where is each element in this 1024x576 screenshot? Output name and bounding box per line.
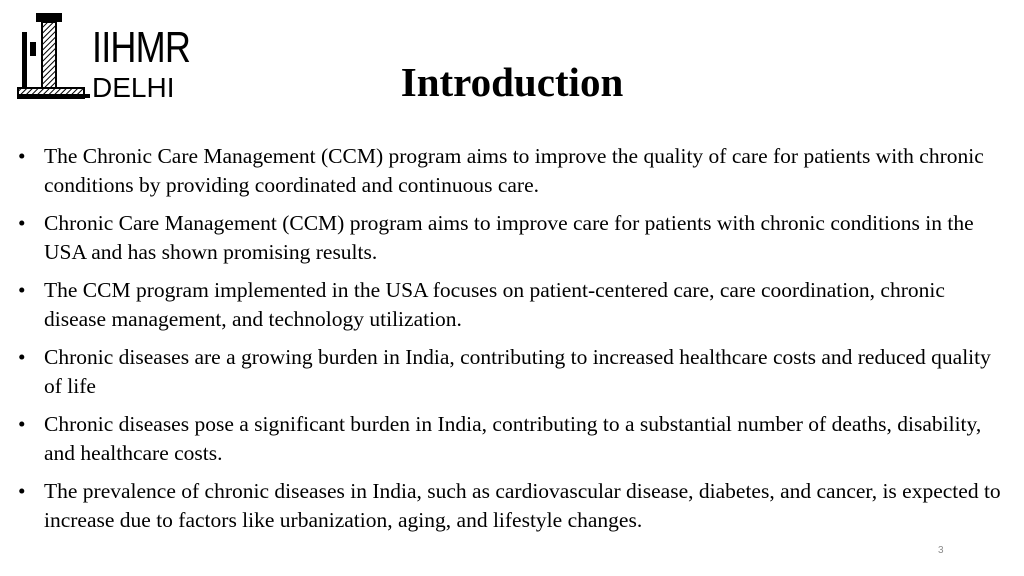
logo-text-iihmr: IIHMR bbox=[92, 23, 191, 72]
bullet-item bbox=[18, 142, 1008, 200]
bullet-text: Chronic Care Management (CCM) program aims to improve care for patients with chronic conditions in the USA and has shown promising results. bbox=[44, 211, 974, 264]
bullet-dot-icon: • bbox=[18, 211, 26, 235]
bullet-item bbox=[18, 209, 1008, 267]
bullet-item bbox=[18, 410, 1008, 468]
bullet-dot-icon: • bbox=[18, 345, 26, 369]
slide-title bbox=[0, 58, 1024, 106]
bullet-item bbox=[18, 343, 1008, 401]
bullet-dot-icon: • bbox=[18, 412, 26, 436]
slide-title-text: Introduction bbox=[400, 59, 624, 105]
bullet-list bbox=[18, 142, 1008, 544]
bullet-text: The CCM program implemented in the USA focuses on patient-centered care, care coordination, chronic disease management, and technology utilization. bbox=[44, 278, 945, 331]
bullet-text: Chronic diseases are a growing burden in India, contributing to increased healthcare costs and reduced quality of life bbox=[44, 345, 991, 398]
bullet-item bbox=[18, 276, 1008, 334]
bullet-dot-icon: • bbox=[18, 278, 26, 302]
page-number: 3 bbox=[938, 545, 944, 556]
logo-text-delhi: DELHI bbox=[92, 72, 175, 103]
bullet-text: The Chronic Care Management (CCM) program aims to improve the quality of care for patients with chronic conditions by providing coordinated and continuous care. bbox=[44, 144, 984, 197]
bullet-item bbox=[18, 477, 1008, 535]
bullet-text: The prevalence of chronic diseases in India, such as cardiovascular disease, diabetes, and cancer, is expected to increase due to factors like urbanization, aging, and lifestyle changes. bbox=[44, 479, 1001, 532]
bullet-text: Chronic diseases pose a significant burden in India, contributing to a substantial number of deaths, disability, and healthcare costs. bbox=[44, 412, 982, 465]
bullet-dot-icon: • bbox=[18, 479, 26, 503]
bullet-dot-icon: • bbox=[18, 144, 26, 168]
